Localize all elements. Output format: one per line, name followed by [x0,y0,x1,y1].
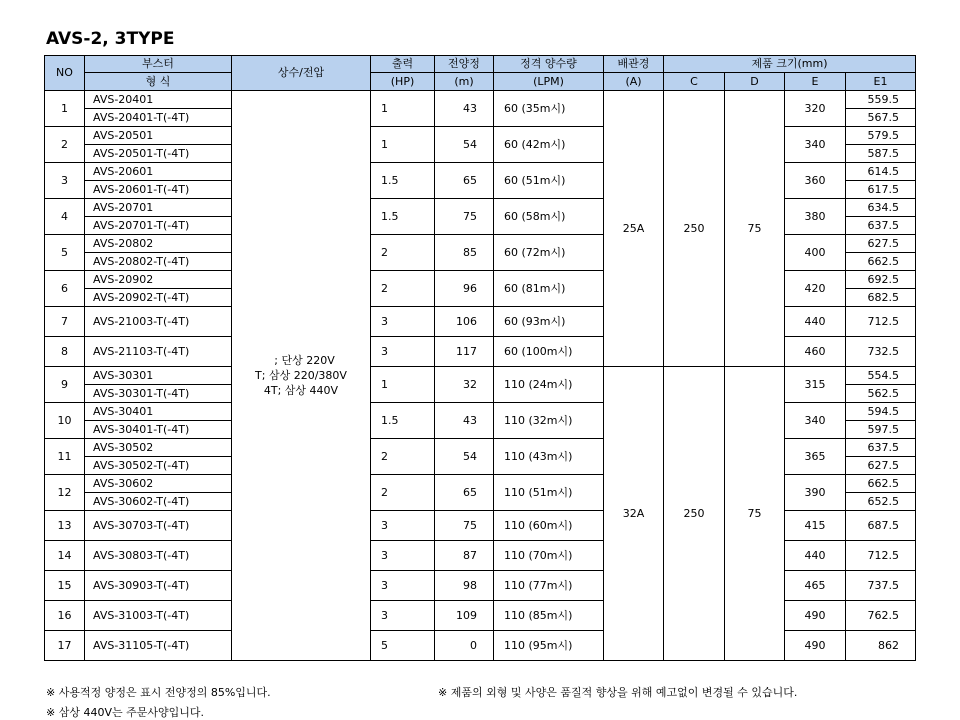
dim-e: 340 [785,127,846,163]
power-hp: 1.5 [371,163,435,199]
model-name: AVS-30602-T(-4T) [85,493,232,511]
dim-e1: 662.5 [846,253,916,271]
dim-e: 465 [785,571,846,601]
row-no: 4 [45,199,85,235]
power-hp: 1 [371,91,435,127]
header-e1: E1 [846,73,916,91]
total-head: 32 [435,367,494,403]
rated-flow: 110 (70m시) [494,541,604,571]
total-head: 96 [435,271,494,307]
dim-e: 400 [785,235,846,271]
rated-flow: 60 (42m시) [494,127,604,163]
power-hp: 1.5 [371,403,435,439]
table-row [45,235,916,253]
table-row [45,475,916,493]
rated-flow: 110 (60m시) [494,511,604,541]
model-name: AVS-20401 [85,91,232,109]
model-name: AVS-30401-T(-4T) [85,421,232,439]
row-no: 13 [45,511,85,541]
table-row [45,91,916,109]
dim-e1: 597.5 [846,421,916,439]
rated-flow: 60 (100m시) [494,337,604,367]
header-model: 형 식 [85,73,232,91]
dim-c: 250 [664,367,725,661]
dim-e1: 692.5 [846,271,916,289]
phase-voltage-cell: ; 단상 220V T; 삼상 220/380V 4T; 삼상 440V [232,91,371,661]
table-row [45,439,916,457]
dim-e: 440 [785,541,846,571]
dim-e1: 627.5 [846,457,916,475]
total-head: 43 [435,91,494,127]
dim-e1: 682.5 [846,289,916,307]
dim-e1: 762.5 [846,601,916,631]
dim-e: 440 [785,307,846,337]
row-no: 12 [45,475,85,511]
model-name: AVS-20501 [85,127,232,145]
table-row [45,199,916,217]
table-row [45,601,916,631]
rated-flow: 110 (95m시) [494,631,604,661]
header-power-unit: (HP) [371,73,435,91]
rated-flow: 60 (58m시) [494,199,604,235]
row-no: 16 [45,601,85,631]
model-name: AVS-31003-T(-4T) [85,601,232,631]
header-no: NO [45,56,85,91]
model-name: AVS-21003-T(-4T) [85,307,232,337]
table-row [45,367,916,385]
total-head: 87 [435,541,494,571]
dim-e1: 562.5 [846,385,916,403]
row-no: 11 [45,439,85,475]
header-d: D [725,73,785,91]
dim-e1: 634.5 [846,199,916,217]
total-head: 54 [435,439,494,475]
header-phase-voltage: 상수/전압 [232,56,371,91]
table-row [45,271,916,289]
power-hp: 2 [371,235,435,271]
table-row [45,307,916,337]
total-head: 85 [435,235,494,271]
model-name: AVS-20701 [85,199,232,217]
dim-e1: 732.5 [846,337,916,367]
row-no: 9 [45,367,85,403]
dim-e1: 614.5 [846,163,916,181]
dim-d: 75 [725,367,785,661]
power-hp: 1.5 [371,199,435,235]
row-no: 3 [45,163,85,199]
dim-e: 390 [785,475,846,511]
header-flow-unit: (LPM) [494,73,604,91]
dim-e1: 617.5 [846,181,916,199]
total-head: 75 [435,511,494,541]
dim-e: 380 [785,199,846,235]
total-head: 0 [435,631,494,661]
dim-e1: 637.5 [846,439,916,457]
pipe-size: 25A [604,91,664,367]
power-hp: 3 [371,337,435,367]
dim-e: 315 [785,367,846,403]
model-name: AVS-20701-T(-4T) [85,217,232,235]
total-head: 98 [435,571,494,601]
rated-flow: 60 (35m시) [494,91,604,127]
power-hp: 3 [371,541,435,571]
rated-flow: 110 (77m시) [494,571,604,601]
row-no: 17 [45,631,85,661]
table-row [45,571,916,601]
table-row [45,127,916,145]
dim-d: 75 [725,91,785,367]
power-hp: 2 [371,475,435,511]
spec-table [44,55,916,661]
header-power: 출력 [371,56,435,73]
table-row [45,631,916,661]
header-c: C [664,73,725,91]
row-no: 7 [45,307,85,337]
model-name: AVS-20802-T(-4T) [85,253,232,271]
row-no: 6 [45,271,85,307]
note-head: ※ 사용적정 양정은 표시 전양정의 85%입니다. [46,686,271,699]
dim-e1: 567.5 [846,109,916,127]
rated-flow: 110 (24m시) [494,367,604,403]
model-name: AVS-20802 [85,235,232,253]
total-head: 75 [435,199,494,235]
table-row [45,511,916,541]
model-name: AVS-30502 [85,439,232,457]
header-pipe-unit: (A) [604,73,664,91]
model-name: AVS-30903-T(-4T) [85,571,232,601]
dim-e1: 862 [846,631,916,661]
row-no: 15 [45,571,85,601]
header-size: 제품 크기(mm) [664,56,916,73]
model-name: AVS-30703-T(-4T) [85,511,232,541]
rated-flow: 60 (81m시) [494,271,604,307]
dim-e: 490 [785,601,846,631]
power-hp: 2 [371,271,435,307]
total-head: 106 [435,307,494,337]
table-row [45,403,916,421]
model-name: AVS-21103-T(-4T) [85,337,232,367]
total-head: 109 [435,601,494,631]
model-name: AVS-20601 [85,163,232,181]
table-row [45,337,916,367]
dim-e1: 594.5 [846,403,916,421]
dim-e1: 559.5 [846,91,916,109]
dim-e: 420 [785,271,846,307]
power-hp: 1 [371,367,435,403]
dim-e: 365 [785,439,846,475]
dim-e: 340 [785,403,846,439]
dim-e: 415 [785,511,846,541]
table-body [45,91,916,661]
dim-e1: 712.5 [846,541,916,571]
power-hp: 3 [371,307,435,337]
model-name: AVS-30301-T(-4T) [85,385,232,403]
model-name: AVS-30602 [85,475,232,493]
row-no: 8 [45,337,85,367]
rated-flow: 60 (72m시) [494,235,604,271]
power-hp: 3 [371,601,435,631]
total-head: 43 [435,403,494,439]
header-head: 전양정 [435,56,494,73]
header-e: E [785,73,846,91]
row-no: 1 [45,91,85,127]
header-head-unit: (m) [435,73,494,91]
rated-flow: 110 (32m시) [494,403,604,439]
model-name: AVS-20902 [85,271,232,289]
rated-flow: 110 (43m시) [494,439,604,475]
power-hp: 1 [371,127,435,163]
dim-e: 460 [785,337,846,367]
dim-e1: 627.5 [846,235,916,253]
model-name: AVS-20902-T(-4T) [85,289,232,307]
power-hp: 5 [371,631,435,661]
total-head: 65 [435,475,494,511]
dim-e1: 579.5 [846,127,916,145]
row-no: 14 [45,541,85,571]
dim-c: 250 [664,91,725,367]
model-name: AVS-20401-T(-4T) [85,109,232,127]
power-hp: 3 [371,571,435,601]
model-name: AVS-30803-T(-4T) [85,541,232,571]
header-flow: 정격 양수량 [494,56,604,73]
row-no: 5 [45,235,85,271]
rated-flow: 60 (51m시) [494,163,604,199]
dim-e1: 637.5 [846,217,916,235]
dim-e: 320 [785,91,846,127]
table-row [45,163,916,181]
total-head: 65 [435,163,494,199]
note-440v: ※ 삼상 440V는 주문사양입니다. [46,706,204,719]
dim-e: 360 [785,163,846,199]
power-hp: 3 [371,511,435,541]
dim-e1: 662.5 [846,475,916,493]
model-name: AVS-31105-T(-4T) [85,631,232,661]
total-head: 117 [435,337,494,367]
row-no: 10 [45,403,85,439]
model-name: AVS-20501-T(-4T) [85,145,232,163]
row-no: 2 [45,127,85,163]
dim-e1: 712.5 [846,307,916,337]
dim-e: 490 [785,631,846,661]
total-head: 54 [435,127,494,163]
rated-flow: 110 (85m시) [494,601,604,631]
rated-flow: 110 (51m시) [494,475,604,511]
note-spec-change: ※ 제품의 외형 및 사양은 품질적 향상을 위해 예고없이 변경될 수 있습니다. [438,686,798,699]
page-title: AVS-2, 3TYPE [46,29,175,49]
model-name: AVS-30502-T(-4T) [85,457,232,475]
dim-e1: 687.5 [846,511,916,541]
pipe-size: 32A [604,367,664,661]
model-name: AVS-20601-T(-4T) [85,181,232,199]
dim-e1: 737.5 [846,571,916,601]
dim-e1: 652.5 [846,493,916,511]
power-hp: 2 [371,439,435,475]
dim-e1: 554.5 [846,367,916,385]
table-row [45,541,916,571]
model-name: AVS-30301 [85,367,232,385]
dim-e1: 587.5 [846,145,916,163]
rated-flow: 60 (93m시) [494,307,604,337]
header-pipe: 배관경 [604,56,664,73]
model-name: AVS-30401 [85,403,232,421]
header-booster: 부스터 [85,56,232,73]
